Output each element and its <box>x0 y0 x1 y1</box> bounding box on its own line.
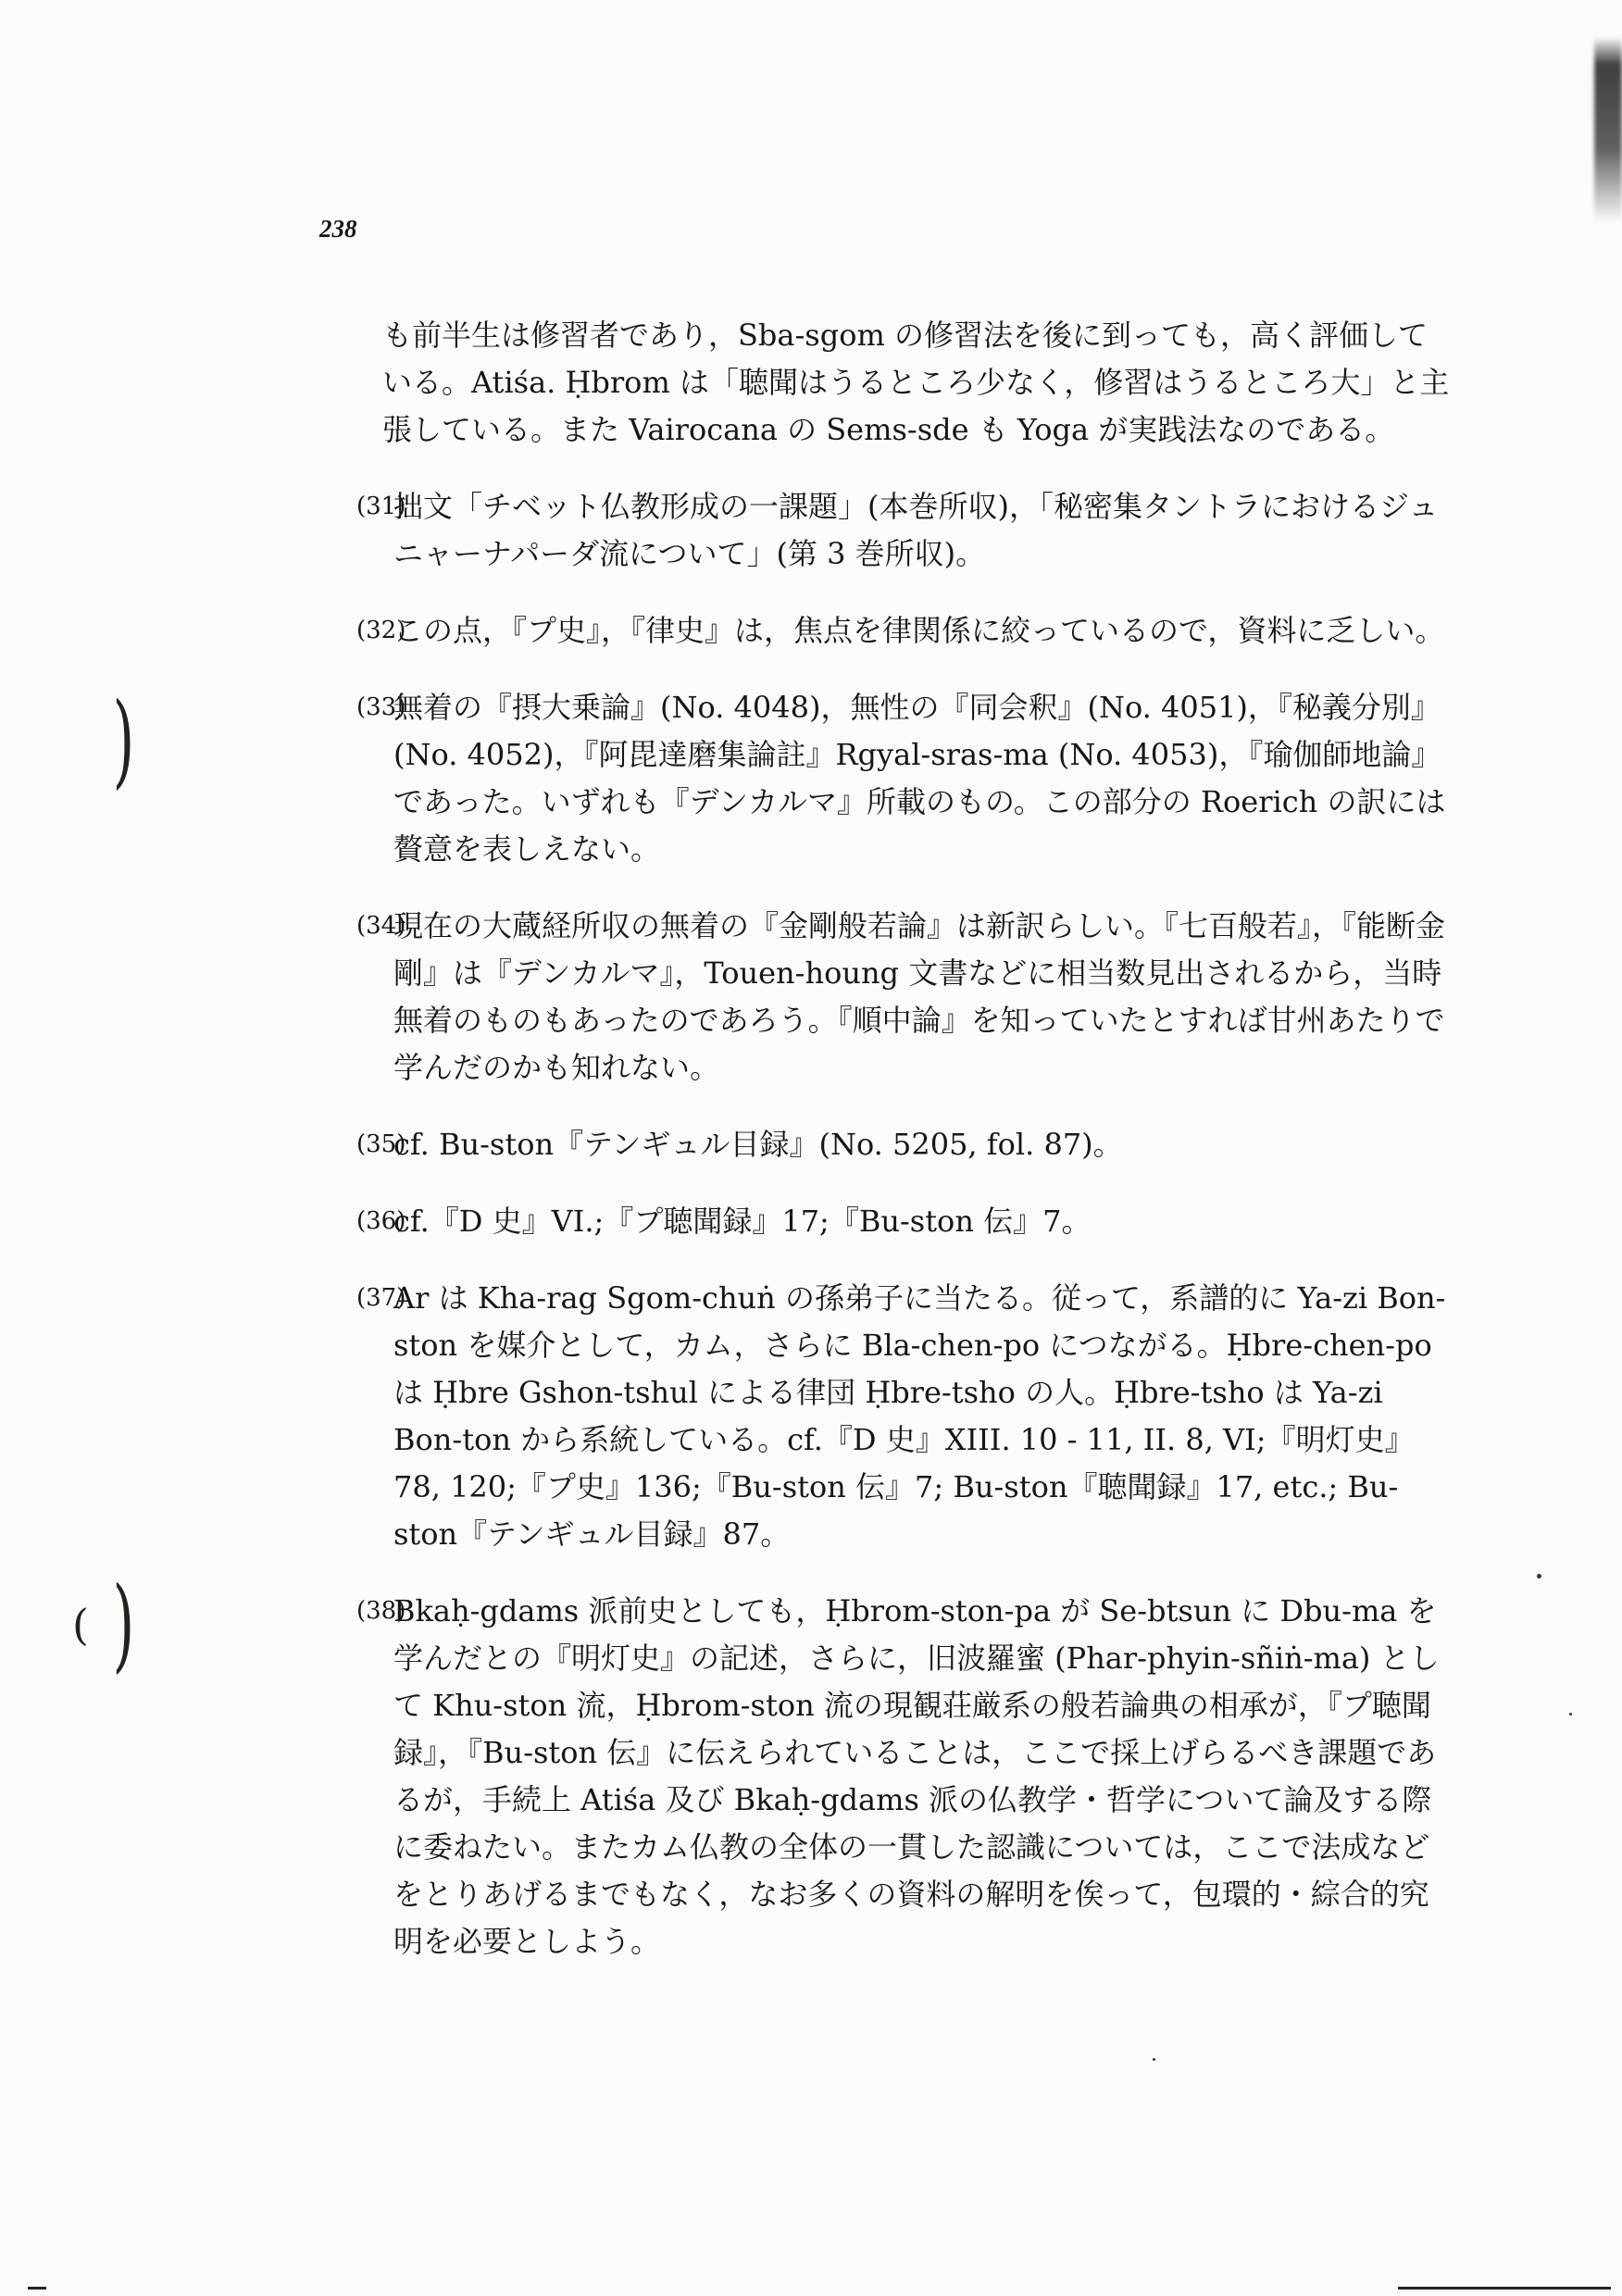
note-text: Ar は Kha-rag Sgom-chuṅ の孫弟子に当たる。従って，系譜的に Ya-zi Bon-ston を媒介として，カム，さらに Bla-chen-po につながる。Ḥbre-chen-po は Ḥbre Gshon-tshul による律団 Ḥbre-tsho の人。Ḥbre-tsho は Ya-zi Bon-ton から系統している。cf.『D 史』XIII. 10 - 11, II. 8, VI;『明灯史』78, 120;『プ史』136;『Bu-ston 伝』7; Bu-ston『聴聞録』17, etc.; Bu-ston『テンギュル目録』87。 <box>393 1280 1446 1552</box>
footnotes <box>356 282 1454 1971</box>
footnote-33 <box>356 684 1454 873</box>
footnote-36 <box>356 1198 1454 1245</box>
note-text: cf. Bu-ston『テンギュル目録』(No. 5205, fol. 87)。 <box>393 1127 1123 1162</box>
note-number: (37) <box>356 1284 406 1312</box>
scan-edge-line <box>28 2287 46 2290</box>
note-text: 無着の『摂大乗論』(No. 4048)，無性の『同会釈』(No. 4051)，『秘義分別』(No. 4052)，『阿毘達磨集論註』Rgyal-sras-ma (No. 4053)，『瑜伽師地論』であった。いずれも『デンカルマ』所載のもの。この部分の Roerich の訳には贅意を表しえない。 <box>393 690 1446 867</box>
note-text: cf.『D 史』VI.;『プ聴聞録』17;『Bu-ston 伝』7。 <box>393 1204 1092 1239</box>
footnote-37 <box>356 1275 1454 1558</box>
note-number: (35) <box>356 1130 406 1158</box>
note-number: (32) <box>356 617 406 644</box>
note-number: (33) <box>356 693 406 721</box>
note-number: (31) <box>356 493 406 520</box>
footnote-32 <box>356 607 1454 655</box>
scan-edge-smudge <box>1594 37 1622 222</box>
note-number: (36) <box>356 1207 406 1235</box>
binding-hole-mark: ) <box>112 1565 135 1683</box>
footnote-continuation <box>356 312 1454 454</box>
scan-speck <box>1153 2058 1155 2061</box>
note-number: (34) <box>356 912 406 940</box>
footnote-31 <box>356 483 1454 578</box>
binding-hole-mark: ) <box>112 680 135 799</box>
note-number: (38) <box>356 1597 406 1625</box>
note-text: 拙文「チベット仏教形成の一課題」(本巻所収)，「秘密集タントラにおけるジュニャーナパーダ流について」(第 3 巻所収)。 <box>393 489 1439 571</box>
note-text: 現在の大蔵経所収の無着の『金剛般若論』は新訳らしい。『七百般若』，『能断金剛』は『デンカルマ』，Touen-houng 文書などに相当数見出されるから，当時無着のものもあったのであろう。『順中論』を知っていたとすれば甘州あたりで学んだのかも知れない。 <box>393 908 1446 1085</box>
scan-speck <box>1537 1574 1541 1578</box>
binding-hole-mark: ( <box>72 1600 89 1650</box>
footnote-35 <box>356 1121 1454 1168</box>
note-text: も前半生は修習者であり，Sba-sgom の修習法を後に到っても，高く評価している。Atiśa. Ḥbrom は「聴聞はうるところ少なく，修習はうるところ大」と主張している。また Vairocana の Sems-sde も Yoga が実践法なのである。 <box>382 318 1450 447</box>
note-text: この点，『プ史』，『律史』は，焦点を律関係に絞っているので，資料に乏しい。 <box>393 613 1445 648</box>
scan-speck <box>1569 1713 1572 1716</box>
page-number: 238 <box>319 215 357 243</box>
note-text: Bkaḥ-gdams 派前史としても，Ḥbrom-ston-pa が Se-btsun に Dbu-ma を学んだとの『明灯史』の記述，さらに，旧波羅蜜 (Phar-phyin-sñiṅ-ma) として Khu-ston 流，Ḥbrom-ston 流の現観荘厳系の般若論典の相承が，『プ聴聞録』，『Bu-ston 伝』に伝えられていることは，ここで採上げらるべき課題であるが，手続上 Atiśa 及び Bkaḥ-gdams 派の仏教学・哲学について論及する際に委ねたい。またカム仏教の全体の一貫した認識については，ここで法成などをとりあげるまでもなく，なお多くの資料の解明を俟って，包環的・綜合的究明を必要としよう。 <box>393 1593 1440 1959</box>
footnote-34 <box>356 903 1454 1092</box>
footnote-38 <box>356 1588 1454 1965</box>
scan-edge-line <box>1398 2287 1611 2290</box>
